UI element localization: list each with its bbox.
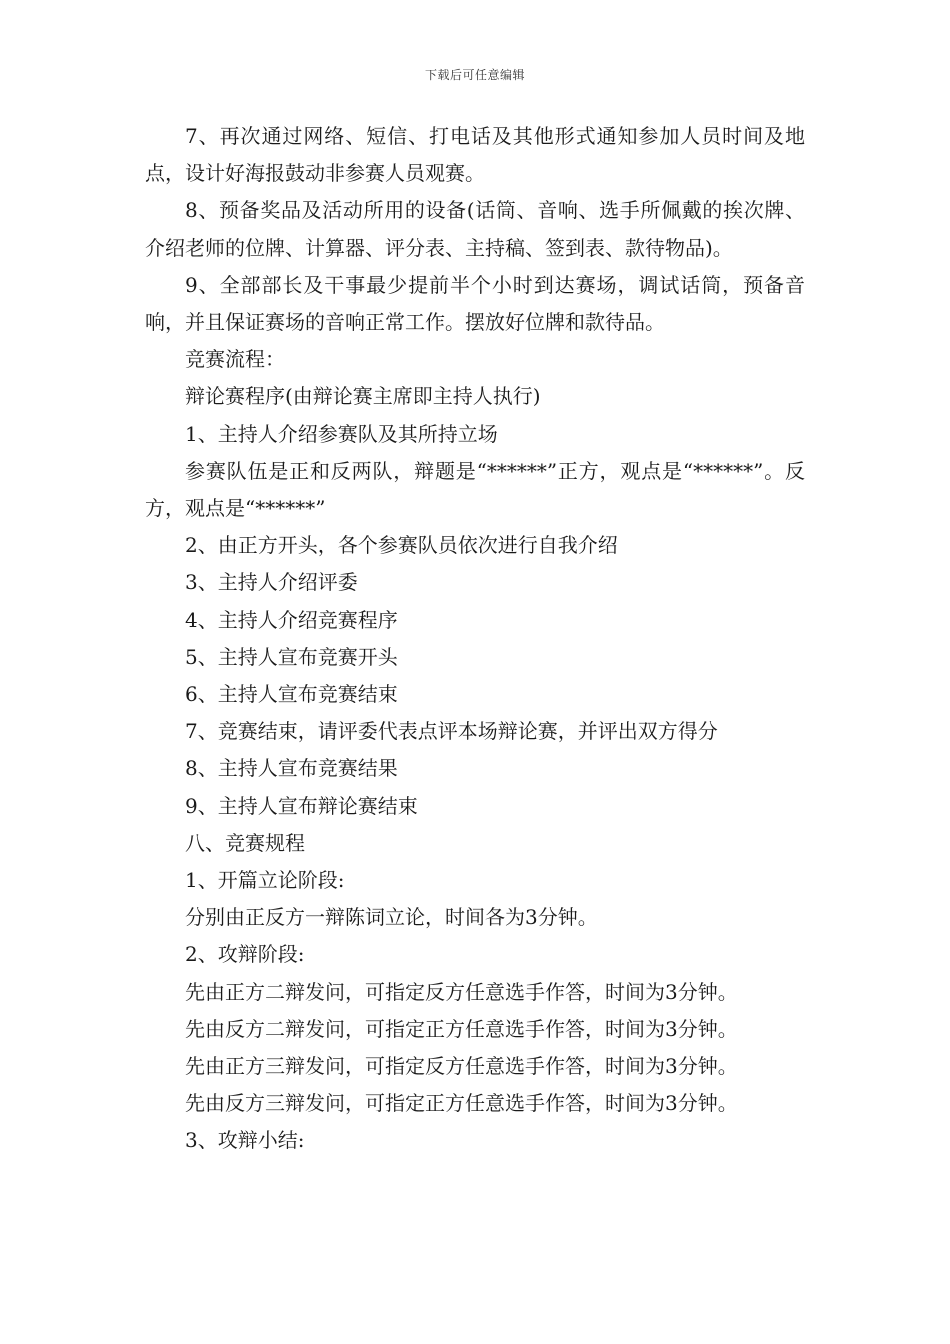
page-header: 下载后可任意编辑	[424, 68, 525, 82]
section-heading-flow: 竞赛流程：	[185, 347, 285, 372]
list-item: 5、主持人宣布竞赛开头	[185, 644, 398, 669]
list-item: 2、由正方开头，各个参赛队员依次进行自我介绍	[185, 533, 618, 558]
list-item: 3、主持人介绍评委	[185, 570, 358, 595]
paragraph-arrival: 9、全部部长及干事最少提前半个小时到达赛场，调试话筒，预备音响，并且保证赛场的音响正常工作。摆放好位牌和款待品。	[145, 272, 805, 335]
subheading-cross-exam: 2、攻辩阶段:	[185, 942, 305, 967]
list-item: 4、主持人介绍竞赛程序	[185, 607, 398, 632]
paragraph-cross-exam: 先由反方三辩发问，可指定正方任意选手作答，时间为3分钟。	[185, 1091, 738, 1116]
paragraph-cross-exam: 先由反方二辩发问，可指定正方任意选手作答，时间为3分钟。	[185, 1016, 738, 1041]
paragraph-cross-exam: 先由正方二辩发问，可指定反方任意选手作答，时间为3分钟。	[185, 979, 738, 1004]
list-item: 6、主持人宣布竞赛结束	[185, 682, 398, 707]
paragraph-cross-exam: 先由正方三辩发问，可指定反方任意选手作答，时间为3分钟。	[185, 1054, 738, 1079]
document-body	[145, 118, 805, 1160]
subheading-opening: 1、开篇立论阶段:	[185, 868, 345, 893]
paragraph-opening: 分别由正反方一辩陈词立论，时间各为3分钟。	[185, 905, 598, 930]
paragraph-notify: 7、再次通过网络、短信、打电话及其他形式通知参加人员时间及地点，设计好海报鼓动非参赛人员观赛。	[145, 124, 805, 186]
paragraph-teams: 参赛队伍是正和反两队，辩题是“******”正方，观点是“******”。反方，观点是“******”	[145, 458, 805, 521]
paragraph-procedure: 辩论赛程序(由辩论赛主席即主持人执行)	[185, 384, 541, 409]
subheading-summary: 3、攻辩小结:	[185, 1128, 305, 1153]
paragraph-equipment: 8、预备奖品及活动所用的设备(话筒、音响、选手所佩戴的挨次牌、介绍老师的位牌、计算器、评分表、主持稿、签到表、款待物品)。	[145, 198, 805, 260]
list-item: 1、主持人介绍参赛队及其所持立场	[185, 421, 498, 446]
list-item: 8、主持人宣布竞赛结果	[185, 756, 398, 781]
list-item: 9、主持人宣布辩论赛结束	[185, 793, 418, 818]
list-item: 7、竞赛结束，请评委代表点评本场辩论赛，并评出双方得分	[185, 719, 718, 744]
section-heading-rules: 八、竞赛规程	[185, 830, 305, 855]
